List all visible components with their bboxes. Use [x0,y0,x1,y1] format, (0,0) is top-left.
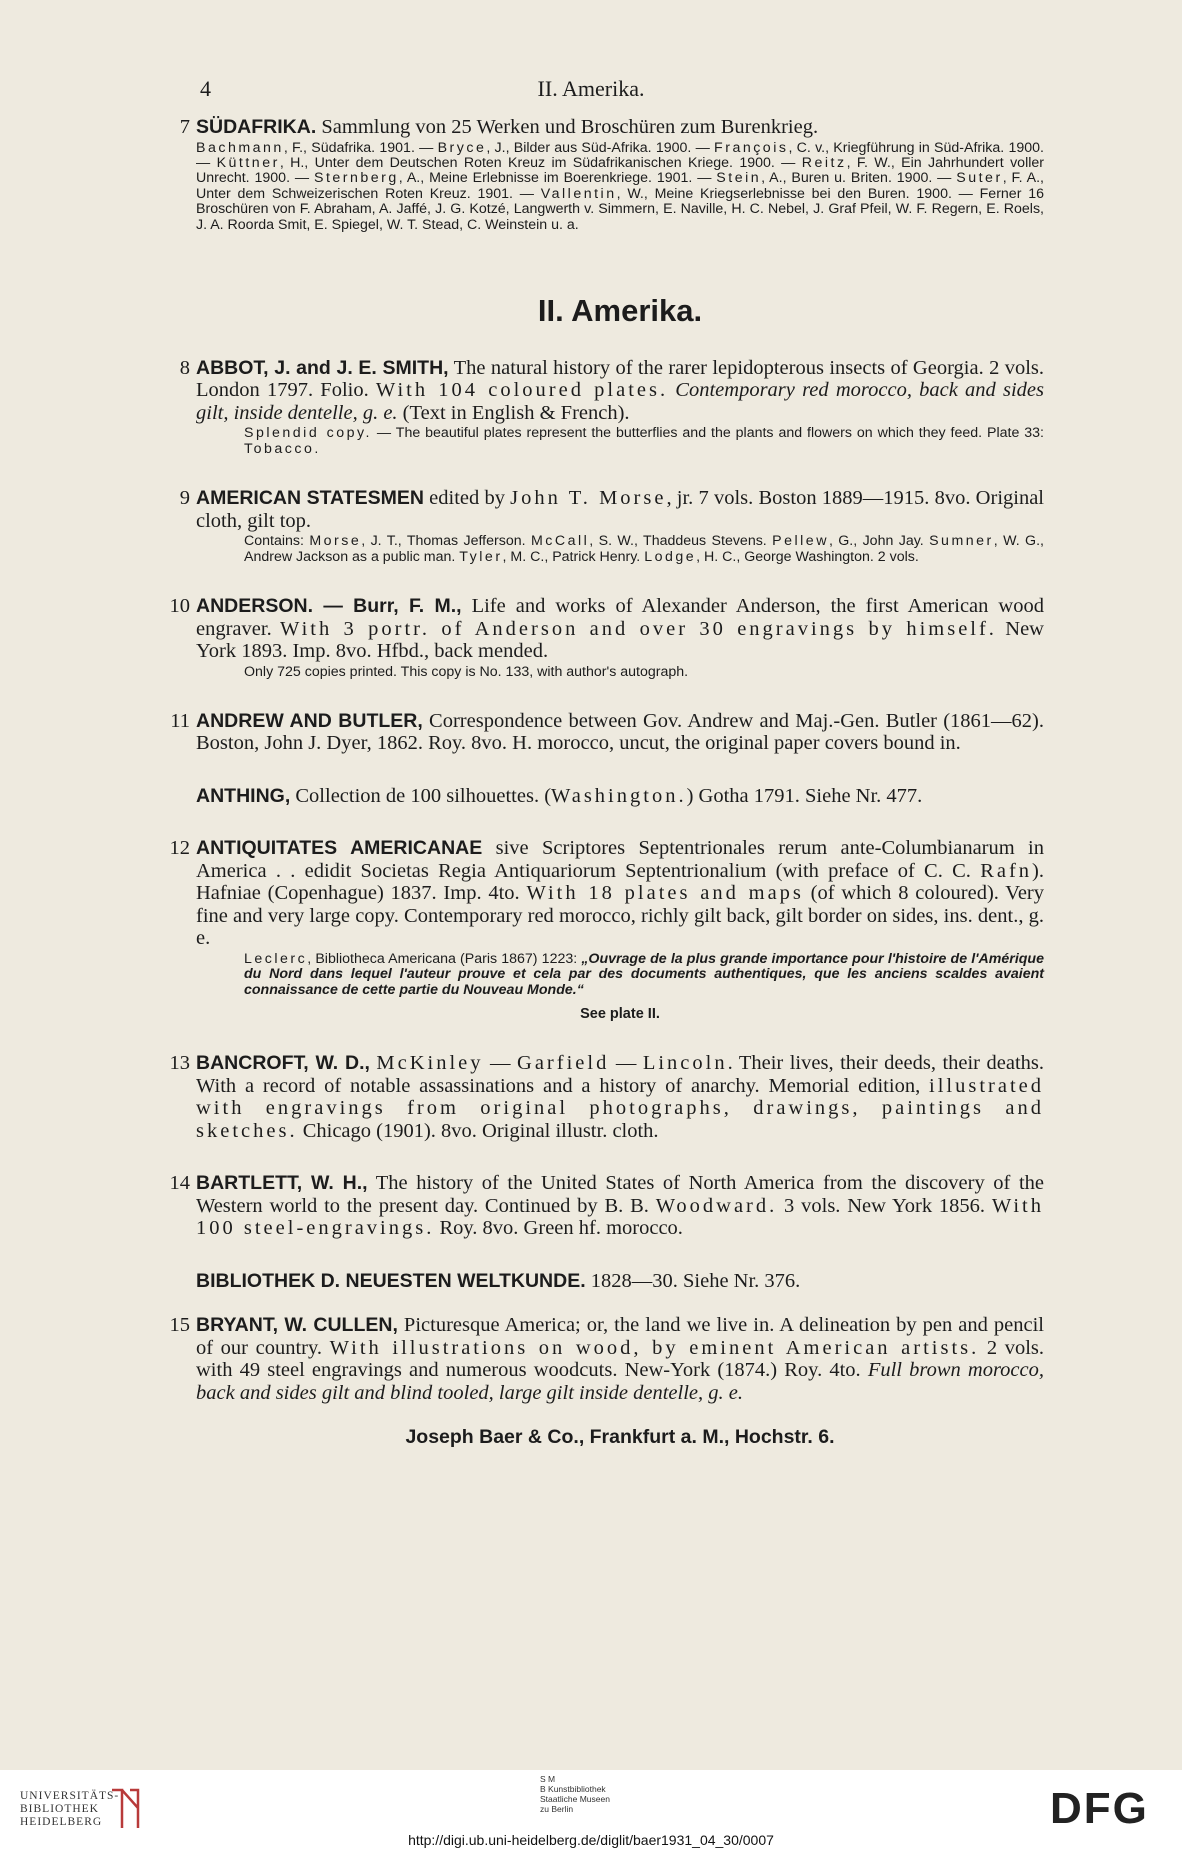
page-number: 4 [200,76,211,101]
entry-note: Contains: Morse, J. T., Thomas Jefferson. McCall, S. W., Thaddeus Stevens. Pellew, G., John Jay. Sumner, W. G., Andrew Jackson as a public man. Tyler, M. C., Patrick Henry. Lodge, H. C., George Washington. 2 vols. [244,533,1044,565]
viewer-footer [0,1770,1182,1851]
see-plate-note: See plate II. [580,1006,660,1023]
entry-note: Bachmann, F., Südafrika. 1901. — Bryce, J., Bilder aus Süd-Afrika. 1900. — François, C. v., Kriegführung in Süd-Afrika. 1900. — Küttner, H., Unter dem Deutschen Roten Kreuz im Südafrikanischen Kriege. 1900. — Reitz, F. W., Ein Jahrhundert voller Unrecht. 1900. — Sternberg, A., Meine Erlebnisse im Boerenkriege. 1901. — Stein, A., Buren u. Briten. 1900. — Suter, F. A., Unter dem Schweizerischen Roten Kreuz. 1901. — Vallentin, W., Meine Kriegserlebnisse bei den Buren. 1900. — Ferner 16 Broschüren von F. Abraham, A. Jaffé, J. G. Kotzé, Langwerth v. Simmern, E. Naville, H. C. Nebel, J. Graf Pfeil, W. F. Regern, E. Roels, J. A. Roorda Smit, E. Spiegel, W. T. Stead, C. Weinstein u. a. [196,139,1045,233]
catalog-entry-14 [169,1172,1044,1240]
catalog-entry-7 [179,116,1045,233]
catalog-entry-8 [179,356,1045,457]
entry-text: ABBOT, J. and J. E. SMITH, The natural history of the rarer lepidopterous insects of Georgia. 2 vols. London 1797. Folio. With 104 coloured plates. Contemporary red morocco, back and sides gilt, inside dentelle, g. e. (Text in English & French). [196,356,1045,424]
catalog-entry-bibliothek [196,1270,1044,1293]
entry-heading: AMERICAN STATESMEN [196,487,424,510]
entry-number: 10 [169,595,190,618]
running-head-title: II. Amerika. [537,76,645,101]
entry-text: ANTHING, Collection de 100 silhouettes. (Washington.) Gotha 1791. Siehe Nr. 477. [196,784,923,807]
section-title: II. Amerika. [537,292,703,328]
catalog-entry-12 [169,837,1045,1023]
entry-number: 15 [169,1314,190,1337]
entry-text: BARTLETT, W. H., The history of the United States of North America from the discovery of the Western world to the present day. Continued by B. B. Woodward. 3 vols. New York 1856. With 100 steel-engravings. Roy. 8vo. Green hf. morocco. [196,1172,1044,1240]
entry-text: SÜDAFRIKA. Sammlung von 25 Werken und Broschüren zum Burenkrieg. [196,116,819,138]
entry-text: BANCROFT, W. D., McKinley — Garfield — Lincoln. Their lives, their deeds, their deaths. With a record of notable assassinations and a history of anarchy. Memorial edition, illustrated with engravings from original photographs, drawings, paintings and sketches. Chicago (1901). 8vo. Original illustr. cloth. [196,1052,1045,1142]
entry-text: AMERICAN STATESMEN edited by John T. Morse, jr. 7 vols. Boston 1889—1915. 8vo. Original cloth, gilt top. [196,487,1045,532]
entry-heading: ANDREW AND BUTLER, [196,709,423,732]
museum-credit: S M B Kunstbibliothek Staatliche Museen zu Berlin [540,1774,610,1814]
catalog-content [169,116,1045,1449]
entry-text: ANTIQUITATES AMERICANAE sive Scriptores Septentrionales rerum ante-Columbianarum in America . . edidit Societas Regia Antiquariorum Septentrionalium (with preface of C. C. Rafn). Hafniae (Copenhague) 1837. Imp. 4to. With 18 plates and maps (of which 8 coloured). Very fine and very large copy. Contemporary red morocco, richly gilt back, gilt border on sides, ins. dent., g. e. [196,837,1045,950]
catalog-entry-15 [169,1314,1044,1404]
entry-text: BRYANT, W. CULLEN, Picturesque America; or, the land we live in. A delineation by pen and pencil of our country. With illustrations on wood, by eminent American artists. 2 vols. with 49 steel engravings and numerous woodcuts. New-York (1874.) Roy. 4to. Full brown morocco, back and sides gilt and blind tooled, large gilt inside dentelle, g. e. [196,1314,1044,1404]
entry-heading: SÜDAFRIKA. [196,116,317,138]
permalink-url[interactable]: http://digi.ub.uni-heidelberg.de/diglit/baer1931_04_30/0007 [408,1832,774,1848]
entry-note: Only 725 copies printed. This copy is No. 133, with author's autograph. [244,663,689,680]
catalog-entry-11 [170,709,1045,755]
entry-heading: ANTHING, [196,784,291,807]
entry-text: ANDREW AND BUTLER, Correspondence between Gov. Andrew and Maj.-Gen. Butler (1861—62). Boston, John J. Dyer, 1862. Roy. 8vo. H. morocco, uncut, the original paper covers bound in. [196,709,1045,755]
entry-heading: BRYANT, W. CULLEN, [196,1314,398,1337]
running-head [0,76,1182,106]
catalog-entry-10 [169,595,1044,680]
entry-heading: BARTLETT, W. H., [196,1172,368,1195]
entry-number: 7 [179,116,190,138]
university-logo-icon [108,1784,144,1832]
entry-number: 14 [169,1172,190,1195]
entry-heading: BIBLIOTHEK D. NEUESTEN WELTKUNDE. [196,1269,586,1292]
entry-number: 13 [169,1052,190,1075]
entry-text: ANDERSON. — Burr, F. M., Life and works of Alexander Anderson, the first American wood engraver. With 3 portr. of Anderson and over 30 engravings by himself. New York 1893. Imp. 8vo. Hfbd., back mended. [196,595,1044,663]
entry-number: 11 [170,709,190,732]
entry-heading: ABBOT, J. and J. E. SMITH, [196,356,449,379]
entry-text: BIBLIOTHEK D. NEUESTEN WELTKUNDE. 1828—30. Siehe Nr. 376. [196,1269,801,1292]
entry-number: 8 [179,356,190,379]
university-library-label: UNIVERSITÄTS- BIBLIOTHEK HEIDELBERG [20,1790,120,1828]
catalog-entry-13 [169,1052,1045,1142]
publisher-line: Joseph Baer & Co., Frankfurt a. M., Hochstr. 6. [405,1426,835,1449]
entry-note: Splendid copy. — The beautiful plates represent the butterflies and the plants and flowers on which they feed. Plate 33: Tobacco. [244,425,1044,457]
catalog-entry-anthing [196,785,1044,808]
entry-number: 12 [169,837,190,860]
catalog-entry-9 [179,487,1045,565]
entry-heading: ANDERSON. — Burr, F. M., [196,595,462,618]
entry-heading: ANTIQUITATES AMERICANAE [196,837,483,860]
entry-number: 9 [179,487,190,510]
dfg-logo: DFG [1050,1784,1149,1833]
entry-heading: BANCROFT, W. D., [196,1052,370,1075]
entry-note: Leclerc, Bibliotheca Americana (Paris 1867) 1223: „Ouvrage de la plus grande importance pour l'histoire de l'Amérique du Nord dans lequel l'auteur prouve et cela par des documents authentiques, que les anciens scaldes avaient connaissance de cette partie du Nouveau Monde.“ [244,950,1044,998]
